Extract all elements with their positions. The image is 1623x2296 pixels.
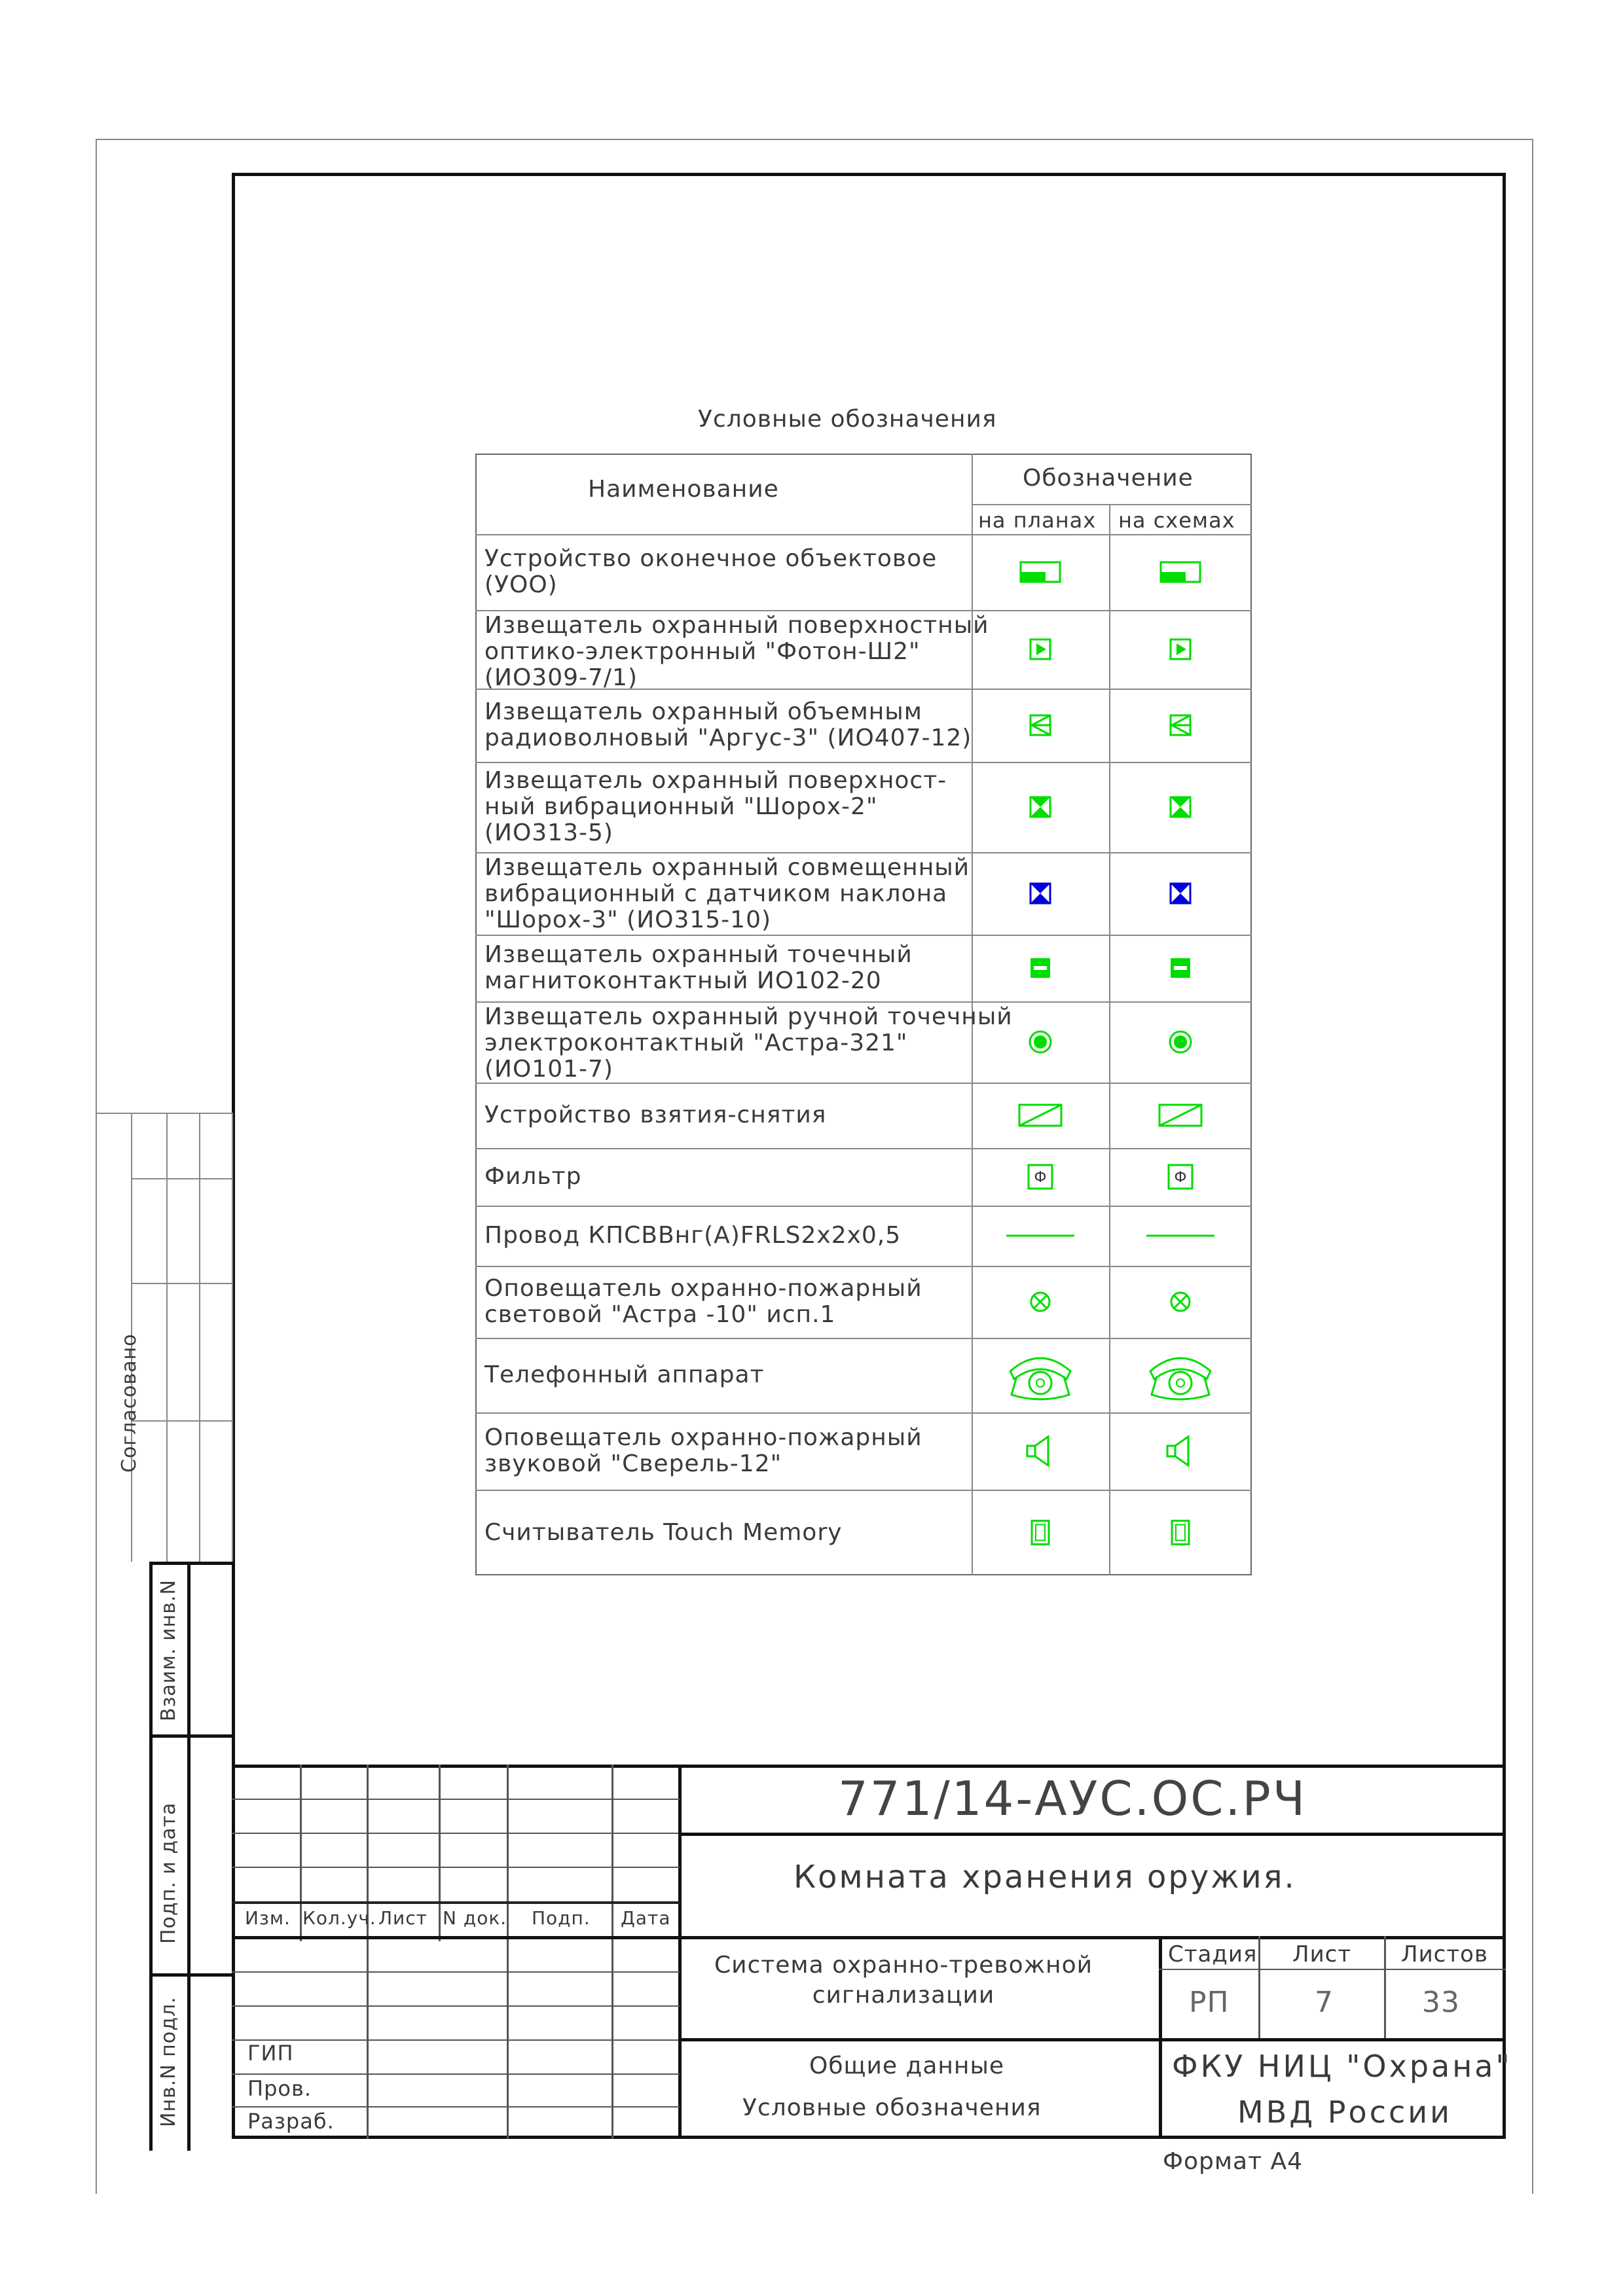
legend-header-name: Наименование: [588, 476, 779, 503]
legend-header-designation: Обозначение: [1023, 465, 1194, 492]
legend-row-name: Фильтр: [484, 1163, 582, 1190]
side-stamp-line: [131, 1178, 233, 1179]
object-title: Комната хранения оружия.: [793, 1859, 1296, 1895]
legend-row-name: Извещатель охранный точечный магнитоконтактный ИО102-20: [484, 941, 913, 994]
sheets-label: Листов: [1401, 1941, 1489, 1967]
title-block-line: [232, 2005, 680, 2007]
side-stamp-line: [149, 1973, 234, 1977]
col-label-izm: Изм.: [245, 1907, 291, 1929]
side-stamp-line: [149, 1734, 234, 1738]
side-stamp-line: [131, 1283, 233, 1284]
side-stamp-agreed-label: Согласовано: [118, 1333, 141, 1473]
title-block-line: [678, 1765, 682, 2139]
subsection-name: Условные обозначения: [742, 2094, 1042, 2121]
legend-row-name: Оповещатель охранно-пожарный световой "Астра -10" исп.1: [484, 1275, 922, 1328]
legend-row-name: Извещатель охранный поверхност- ный вибрационный "Шорох-2" (ИО313-5): [484, 767, 947, 846]
legend-header-on-plans: на планах: [978, 508, 1097, 533]
title-block-line: [232, 2073, 680, 2075]
col-label-list: Лист: [378, 1907, 428, 1929]
title-block-line: [1258, 1936, 1260, 2038]
legend-row-name: Устройство взятия-снятия: [484, 1102, 827, 1128]
legend-row-name: Провод КПСВВнг(А)FRLS2х2х0,5: [484, 1222, 902, 1249]
title-block-line: [232, 1799, 680, 1800]
title-block-line: [300, 1765, 302, 1941]
title-block-line: [678, 2038, 1506, 2041]
legend-title: Условные обозначения: [698, 406, 997, 433]
role-razrab: Разраб.: [247, 2109, 335, 2134]
col-label-data: Дата: [621, 1907, 671, 1929]
title-block-line: [232, 2106, 680, 2108]
title-block-line: [1159, 1936, 1162, 2139]
title-block-line: [232, 1867, 680, 1868]
org-name-line2: МВД России: [1237, 2094, 1453, 2130]
title-block-line: [232, 1971, 680, 1973]
system-name: Система охранно-тревожной сигнализации: [714, 1952, 1093, 2009]
format-label: Формат А4: [1163, 2148, 1304, 2175]
side-stamp-agreed: [96, 1113, 233, 1562]
section-name: Общие данные: [809, 2053, 1005, 2079]
stage-label: Стадия: [1168, 1941, 1258, 1967]
title-block-line: [611, 1765, 613, 2139]
stage-value: РП: [1189, 1986, 1230, 2019]
col-label-kol-uch: Кол.уч.: [302, 1907, 376, 1929]
legend-row-name: Телефонный аппарат: [484, 1361, 765, 1388]
title-block-line: [367, 1765, 369, 2139]
side-stamp-replace-inv: Взаим. инв.N: [157, 1579, 180, 1721]
org-name-line1: ФКУ НИЦ "Охрана": [1172, 2049, 1512, 2084]
legend-row-name: Устройство оконечное объектовое (УОО): [484, 545, 938, 598]
legend-row-name: Оповещатель охранно-пожарный звуковой "Сверель-12": [484, 1424, 922, 1477]
side-stamp-inv-orig: Инв.N подл.: [157, 1996, 180, 2127]
title-block-line: [232, 1936, 1506, 1939]
side-stamp-line: [166, 1113, 168, 1562]
title-block-line: [507, 1765, 509, 2139]
svg-text:Ф: Ф: [1034, 1170, 1047, 1186]
side-stamp-line: [199, 1113, 200, 1562]
sheets-value: 33: [1422, 1986, 1460, 2019]
col-label-n-dok: N док.: [443, 1907, 507, 1929]
title-block-line: [678, 1833, 1506, 1836]
title-block-line: [232, 1833, 680, 1834]
legend-row-name: Извещатель охранный ручной точечный электроконтактный "Астра-321" (ИО101-7): [484, 1003, 1013, 1083]
col-label-podp: Подп.: [532, 1907, 591, 1929]
legend-row-name: Извещатель охранный совмещенный вибрационный с датчиком наклона "Шорох-3" (ИО315-10): [484, 854, 970, 933]
role-gip: ГИП: [247, 2041, 294, 2066]
title-block-line: [1384, 1936, 1386, 2038]
sheet-label: Лист: [1292, 1941, 1352, 1967]
svg-text:Ф: Ф: [1174, 1170, 1187, 1186]
legend-row-name: Извещатель охранный объемным радиоволновый "Аргус-3" (ИО407-12): [484, 698, 972, 751]
sheet-value: 7: [1315, 1986, 1334, 2019]
doc-code: 771/14-АУС.ОС.РЧ: [838, 1771, 1307, 1826]
side-stamp-line: [131, 1420, 233, 1422]
side-stamp-sign-date: Подп. и дата: [157, 1802, 180, 1944]
title-block-line: [439, 1765, 441, 1941]
legend-row-name: Считыватель Touch Memory: [484, 1518, 843, 1546]
legend-header-on-schemes: на схемах: [1118, 508, 1235, 533]
title-block-line: [232, 1901, 680, 1904]
title-block-line: [232, 2039, 680, 2041]
title-block-line: [1159, 1969, 1506, 1970]
side-stamp-line: [187, 1562, 191, 2151]
role-prov: Пров.: [247, 2076, 312, 2101]
legend-row-name: Извещатель охранный поверхностный оптико-электронный "Фотон-Ш2" (ИО309-7/1): [484, 612, 989, 691]
